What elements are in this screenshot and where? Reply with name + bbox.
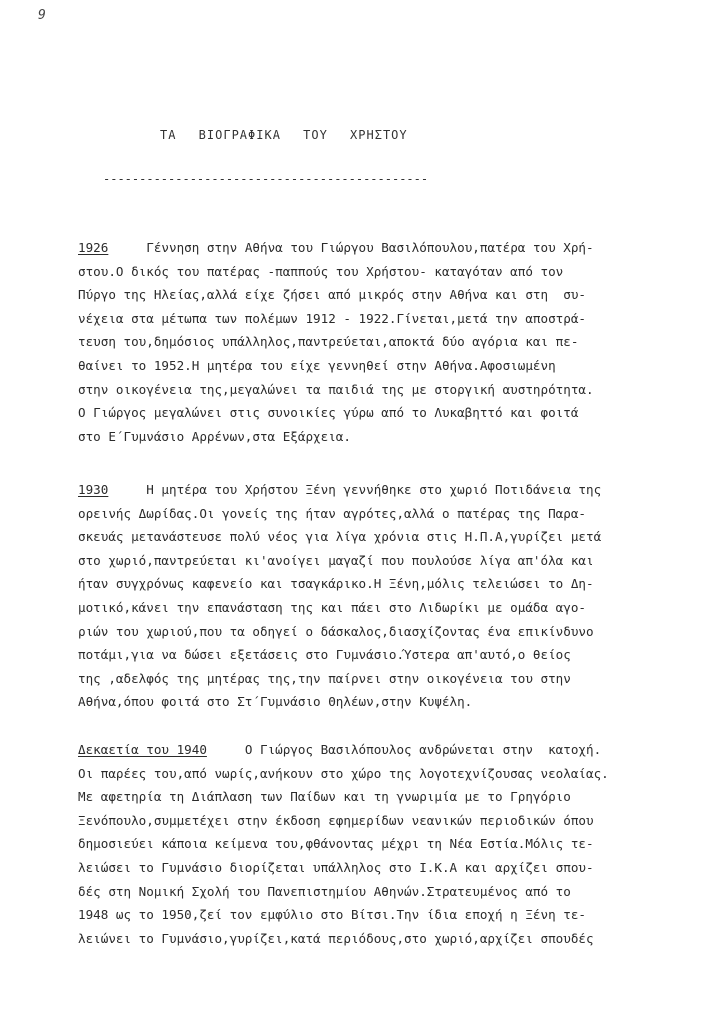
entry-1926 — [78, 236, 703, 448]
entry-line-text: Ο Γιώργος Βασιλόπουλος ανδρώνεται στην κατοχή. — [206, 742, 602, 757]
title-underline: --------------------------------------------- — [103, 172, 429, 186]
entry-line: Ο Γιώργος μεγαλώνει στις συνοικίες γύρω από το Λυκαβηττό και φοιτά — [78, 405, 579, 421]
entry-line: Πύργο της Ηλείας,αλλά είχε ζήσει από μικρός στην Αθήνα και στη συ- — [78, 287, 586, 303]
entry-year-label: 1926 — [78, 240, 109, 255]
entry-1930 — [78, 478, 703, 714]
entry-line: νέχεια στα μέτωπα των πολέμων 1912 - 1922.Γίνεται,μετά την αποστρά- — [78, 310, 586, 326]
entry-line: Ξενόπουλο,συμμετέχει στην έκδοση εφημερίδων νεανικών περιοδικών όπου — [78, 812, 594, 828]
entry-line: ορεινής Δωρίδας.Οι γονείς της ήταν αγρότες,αλλά ο πατέρας της Παρα- — [78, 505, 586, 521]
entry-line: της ,αδελφός της μητέρας της,την παίρνει στην οικογένεια του στην — [78, 670, 571, 686]
entry-year-label: Δεκαετία του 1940 — [78, 742, 207, 757]
entry-line — [78, 478, 703, 502]
entry-1940s — [78, 738, 703, 950]
entry-line: στου.Ο δικός του πατέρας -παππούς του Χρήστου- καταγόταν από τον — [78, 263, 564, 279]
entry-line: λειώσει το Γυμνάσιο διορίζεται υπάλληλος στο Ι.Κ.Α και αρχίζει σπου- — [78, 859, 594, 875]
entry-line: ριών του χωριού,που τα οδηγεί ο δάσκαλος,διασχίζοντας ένα επικίνδυνο — [78, 623, 594, 639]
entry-line: στην οικογένεια της,μεγαλώνει τα παιδιά της με στοργική αυστηρότητα. — [78, 381, 594, 397]
entry-line: θαίνει το 1952.Η μητέρα του είχε γεννηθεί στην Αθήνα.Αφοσιωμένη — [78, 357, 556, 373]
entry-line: στο χωριό,παντρεύεται κι'ανοίγει μαγαζί που πουλούσε λίγα απ'όλα και — [78, 552, 594, 568]
entry-line: τευση του,δημόσιος υπάλληλος,παντρεύεται,αποκτά δύο αγόρια και πε- — [78, 334, 579, 350]
entry-line: στο Ε΄Γυμνάσιο Αρρένων,στα Εξάρχεια. — [78, 428, 351, 444]
entry-line: Οι παρέες του,από νωρίς,ανήκουν στο χώρο της λογοτεχνίζουσας νεολαίας. — [78, 765, 609, 781]
entry-line-text: Η μητέρα του Χρήστου Ξένη γεννήθηκε στο χωριό Ποτιδάνεια της — [108, 482, 602, 497]
entry-line: δημοσιεύει κάποια κείμενα του,φθάνοντας μέχρι τη Νέα Εστία.Μόλις τε- — [78, 836, 594, 852]
entry-line: δές στη Νομική Σχολή του Πανεπιστημίου Αθηνών.Στρατευμένος από το — [78, 883, 571, 899]
entry-line — [78, 738, 703, 762]
entry-line: ήταν συγχρόνως καφενείο και τσαγκάρικο.Η Ξένη,μόλις τελειώσει το Δη- — [78, 576, 594, 592]
entry-line-text: Γέννηση στην Αθήνα του Γιώργου Βασιλόπουλου,πατέρα του Χρή- — [108, 240, 594, 255]
entry-line: Αθήνα,όπου φοιτά στο Στ΄Γυμνάσιο Θηλέων,στην Κυψέλη. — [78, 694, 473, 710]
page-number: 9 — [38, 8, 46, 23]
document-title: ΤΑ ΒΙΟΓΡΑΦΙΚΑ ΤΟΥ ΧΡΗΣΤΟΥ — [160, 128, 408, 142]
entry-line — [78, 236, 703, 260]
entry-line: λειώνει το Γυμνάσιο,γυρίζει,κατά περιόδους,στο χωριό,αρχίζει σπουδές — [78, 930, 594, 946]
entry-year-label: 1930 — [78, 482, 109, 497]
entry-line: σκευάς μετανάστευσε πολύ νέος για λίγα χρόνια στις Η.Π.Α,γυρίζει μετά — [78, 529, 602, 545]
entry-line: 1948 ως το 1950,ζεί τον εμφύλιο στο Βίτσι.Την ίδια εποχή η Ξένη τε- — [78, 907, 586, 923]
entry-line: ποτάμι,για να δώσει εξετάσεις στο Γυμνάσιο.Ύστερα απ'αυτό,ο θείος — [78, 647, 571, 663]
entry-line: Με αφετηρία τη Διάπλαση των Παίδων και τη γνωριμία με το Γρηγόριο — [78, 789, 571, 805]
entry-line: μοτικό,κάνει την επανάσταση της και πάει στο Λιδωρίκι με ομάδα αγο- — [78, 599, 586, 615]
